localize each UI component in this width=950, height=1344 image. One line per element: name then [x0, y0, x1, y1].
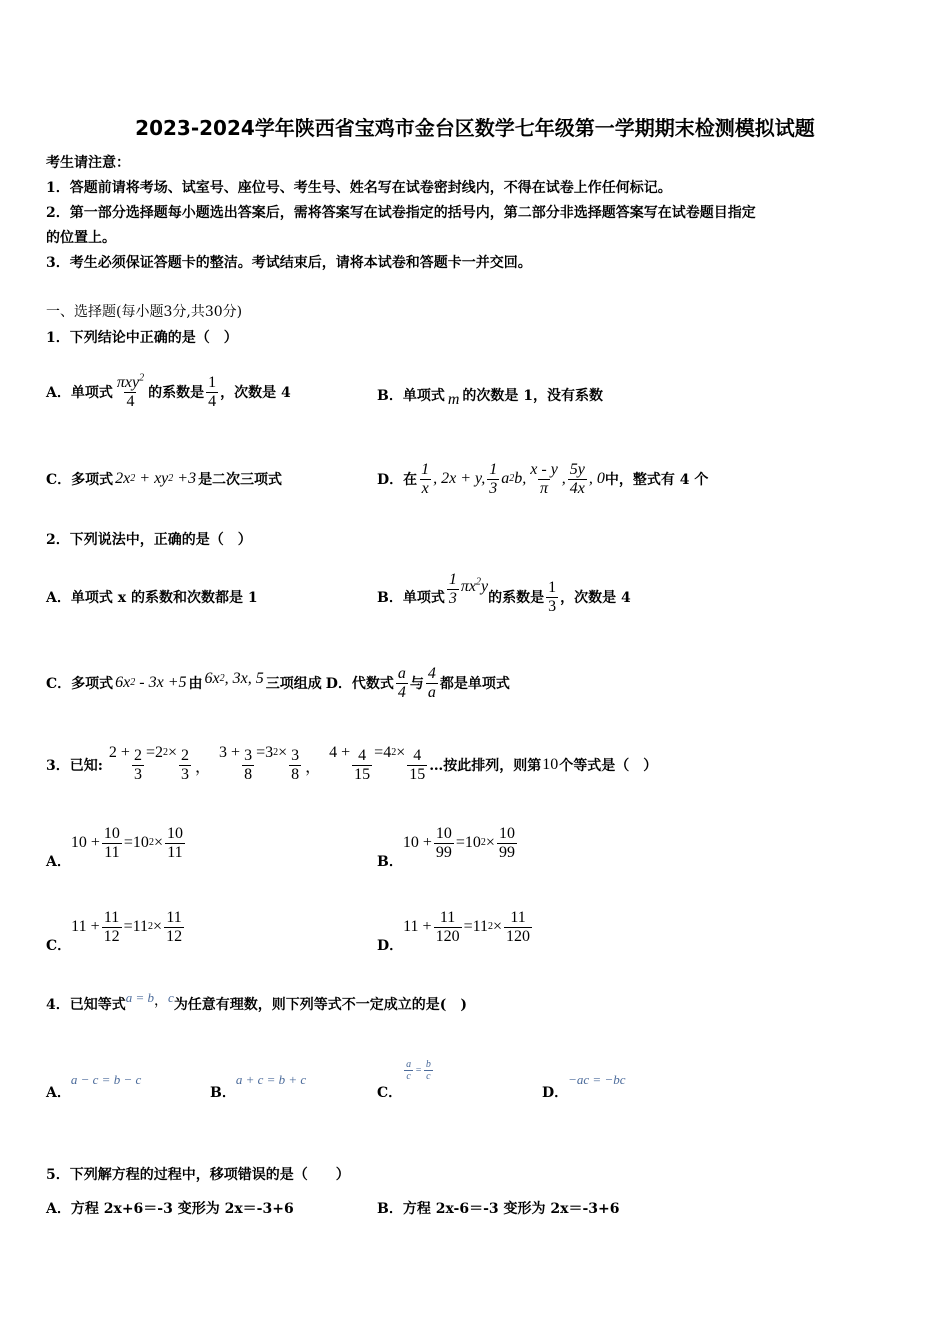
- q4-post: 为任意有理数，则下列等式不一定成立的是( ): [173, 997, 468, 1013]
- q1-d-m5: , 0: [588, 470, 605, 487]
- q4-d-label: D．: [542, 1085, 569, 1101]
- notice-line-2: 2．第一部分选择题每小题选出答案后，需将答案写在试卷指定的括号内，第二部分非选择题答案写在试卷题目指定: [46, 205, 756, 221]
- q2-d-post: 都是单项式: [439, 676, 510, 692]
- q3-post1: …按此排列，则第: [429, 758, 542, 774]
- q3-a-n2: 10: [166, 824, 183, 842]
- q1-a-exp: 2: [139, 372, 145, 384]
- notice-line-1: 1．答题前请将考场、试室号、座位号、考生号、姓名写在试卷密封线内，不得在试卷上作任何标记。: [46, 180, 672, 196]
- q4-option-c: [377, 1050, 435, 1102]
- q2-d-mid: 与: [409, 676, 424, 692]
- question-4-stem: [46, 990, 467, 1018]
- q1-d-f2d: 3: [489, 479, 498, 497]
- q3-d-n2: 11: [510, 908, 526, 926]
- q1-c-m1: 2x: [115, 470, 131, 487]
- q1-d-f3d: π: [540, 479, 549, 497]
- q1-d-m4: ,: [561, 470, 566, 487]
- q3-b-n: 10: [435, 824, 452, 842]
- q3-b-d2: 99: [498, 843, 515, 861]
- q3-e1c: ×: [167, 744, 178, 761]
- page-title: 2023-2024学年陕西省宝鸡市金台区数学七年级第一学期期末检测模拟试题: [135, 116, 815, 140]
- q3-num: 10: [542, 756, 559, 773]
- q3-d-d2: 120: [506, 927, 531, 945]
- question-3-stem: 3．已知: 2 + $\frac{2}{3}$ =2 2 × $\frac{2}{3}$ ， 3 + $\frac{3}{8}$ =3 2 × $\frac{3}{8}$ ， 4 + $\frac{4}{15}$ =4 2 × $\frac{4}{15}$ …按此排列，则第 10 个等式是（ ）: [46, 744, 658, 783]
- q3-e2n: 3: [244, 746, 253, 764]
- q4-c-eq: =: [415, 1064, 422, 1076]
- q4-eq: a = b: [125, 990, 155, 1005]
- q4-sep: ，: [154, 993, 169, 1009]
- q5-option-b: B．方程 2x-6＝-3 变形为 2x＝-3+6: [377, 1201, 620, 1217]
- q4-option-b: [210, 1066, 306, 1102]
- q3-prefix: 3．已知:: [46, 758, 103, 774]
- q1-option-b: [377, 378, 603, 412]
- q1-c-post: 是二次三项式: [198, 472, 283, 488]
- q2-d-f2d: a: [427, 683, 436, 701]
- q3-a-n: 10: [103, 824, 120, 842]
- notice-heading: 考生请注意：: [46, 155, 130, 171]
- q3-sep2: ，: [305, 758, 322, 776]
- q1-a-prefix: A．单项式: [46, 385, 113, 401]
- q1-a-den: 4: [126, 392, 135, 410]
- q3-a-a: 10 +: [70, 834, 100, 851]
- q1-a-post: ，次数是 4: [220, 385, 291, 401]
- q2-d-f2n: 4: [427, 664, 436, 682]
- q3-e2a: 3 +: [219, 744, 241, 761]
- q1-d-f1d: x: [421, 479, 429, 497]
- q3-b-d: 99: [435, 843, 452, 861]
- q3-sep1: ，: [195, 758, 212, 776]
- q3-b-c: ×: [485, 834, 495, 851]
- q3-e3c: ×: [396, 744, 406, 761]
- q4-a-expr: a − c = b − c: [70, 1072, 142, 1087]
- q3-d-c: ×: [493, 918, 503, 935]
- notice-line-2-cont: 的位置上。: [46, 230, 116, 246]
- q3-e3d: 15: [354, 765, 371, 783]
- q3-e2b: =3: [256, 744, 274, 761]
- q3-b-b: =10: [455, 834, 481, 851]
- q3-e1a: 2 +: [108, 744, 130, 761]
- q3-a-c: ×: [153, 834, 163, 851]
- q4-option-a: [46, 1066, 141, 1102]
- q2-c-m4: , 3x, 5: [224, 670, 264, 687]
- q1-a-coef-den: 4: [208, 392, 217, 410]
- q3-a-d2: 11: [167, 843, 183, 861]
- q3-c-d2: 12: [166, 927, 183, 945]
- q2-option-a: [46, 580, 258, 614]
- notice-line-3: 3．考生必须保证答题卡的整洁。考试结束后，请将本试卷和答题卡一并交回。: [46, 255, 532, 271]
- q1-d-f4d: 4x: [569, 479, 585, 497]
- q3-d-label: D．: [377, 938, 404, 954]
- q1-d-m3: b,: [514, 470, 527, 487]
- q1-d-m2: a: [501, 470, 510, 487]
- section-heading: 一、选择题(每小题3分,共30分): [46, 304, 243, 320]
- q3-post2: 个等式是（ ）: [559, 758, 658, 774]
- q3-e2d: 8: [244, 765, 253, 783]
- q3-b-n2: 10: [498, 824, 515, 842]
- q1-option-c: C．多项式 2x 2 + xy 2 +3 是二次三项式: [46, 470, 283, 488]
- q4-b-label: B．: [210, 1085, 236, 1101]
- q2-b-post: ，次数是 4: [560, 590, 631, 606]
- question-5-stem: 5．下列解方程的过程中，移项错误的是（ ）: [46, 1167, 350, 1183]
- q1-b-var: m: [447, 391, 460, 408]
- q1-a-num: πxy: [116, 373, 140, 391]
- q1-a-coef-num: 1: [208, 373, 217, 391]
- q3-e2d2: 8: [291, 765, 300, 783]
- q2-d-f1n: a: [397, 664, 406, 682]
- q3-c-b: =11: [123, 918, 149, 935]
- q3-e1n: 2: [133, 746, 142, 764]
- q2-c-m2: - 3x +5: [139, 674, 187, 691]
- q3-e3b: =4: [374, 744, 392, 761]
- q1-option-a: [46, 362, 291, 422]
- q3-e3n2: 4: [413, 746, 422, 764]
- q1-a-mid: 的系数是: [148, 385, 205, 401]
- q2-c-m3: 6x: [204, 670, 220, 687]
- q2-c-post: 三项组成: [265, 676, 322, 692]
- q2-b-cd: 3: [548, 597, 557, 615]
- q4-c: c: [168, 990, 174, 1005]
- q3-e2n2: 3: [291, 746, 300, 764]
- q4-c-n2: b: [425, 1058, 431, 1070]
- q3-d-d: 120: [435, 927, 460, 945]
- q2-c-m1: 6x: [115, 674, 131, 691]
- q4-d-expr: −ac = −bc: [568, 1072, 626, 1087]
- q4-option-d: [542, 1066, 626, 1102]
- q3-c-label: C．: [46, 938, 72, 954]
- q1-d-post: 中，整式有 4 个: [604, 472, 709, 488]
- q4-c-d1: c: [406, 1070, 411, 1082]
- q3-c-a: 11 +: [71, 918, 100, 935]
- q3-e3d2: 15: [409, 765, 426, 783]
- q4-c-n1: a: [406, 1058, 412, 1070]
- q2-c-mid: 由: [188, 676, 203, 692]
- q4-prefix: 4．已知等式: [46, 997, 126, 1013]
- q2-b-prefix: B．单项式: [377, 590, 445, 606]
- q2-option-c: C．多项式 6x 2 - 3x +5 由 6x 2 , 3x, 5 三项组成 D．代数式 $\frac{a}{4}$ 与 $\frac{4}{a}$ 都是单项式: [46, 664, 510, 701]
- q3-e1b: =2: [145, 744, 163, 761]
- q3-a-label: A．: [46, 854, 71, 870]
- q2-d-f1d: 4: [397, 683, 406, 701]
- q3-c-n: 11: [103, 908, 120, 926]
- q2-b-mid: 的系数是: [488, 590, 545, 606]
- q2-b-e: 2: [475, 576, 481, 588]
- q3-c-n2: 11: [166, 908, 182, 926]
- q1-c-m2: + xy: [139, 470, 169, 487]
- question-1-stem: 1．下列结论中正确的是（ ）: [46, 330, 238, 346]
- q3-a-d: 11: [104, 843, 120, 861]
- q3-d-a: 11 +: [403, 918, 432, 935]
- q3-e1n2: 2: [181, 746, 190, 764]
- q3-a-b: =10: [123, 834, 149, 851]
- q2-option-b: [377, 564, 631, 630]
- q3-e1d2: 3: [181, 765, 190, 783]
- q3-b-a: 10 +: [402, 834, 432, 851]
- q2-b-cn: 1: [548, 578, 557, 596]
- q1-d-f1n: 1: [421, 460, 430, 478]
- q3-e2c: ×: [278, 744, 288, 761]
- q3-d-n: 11: [439, 908, 456, 926]
- q2-b-m2: y: [480, 578, 489, 595]
- q1-b-prefix: B．单项式: [377, 388, 445, 404]
- q2-a-text: A．单项式 x 的系数和次数都是 1: [46, 590, 258, 606]
- q1-d-f4n: 5y: [569, 460, 585, 478]
- q1-d-m1: , 2x + y,: [433, 470, 486, 487]
- q2-d-prefix: D．代数式: [325, 676, 394, 692]
- q1-option-d: D．在 $\frac{1}{x}$ , 2x + y, $\frac{1}{3}$ a 2 b, $\frac{x - y}{\pi}$ , $\frac{5y}{4x}$ , 0 中，整式有 4 个: [377, 460, 709, 497]
- q3-e3n: 4: [358, 746, 367, 764]
- question-2-stem: 2．下列说法中，正确的是（ ）: [46, 532, 252, 548]
- q1-c-m3: +3: [177, 470, 197, 487]
- q3-option-d: D． 11 + $\frac{11}{120}$ =11 2 × $\frac{11}{120}$: [377, 908, 531, 954]
- q4-b-expr: a + c = b + c: [235, 1072, 307, 1087]
- q4-c-d2: c: [426, 1070, 431, 1082]
- q1-d-prefix: D．在: [377, 472, 418, 488]
- q2-c-prefix: C．多项式: [46, 676, 114, 692]
- q1-c-prefix: C．多项式: [46, 472, 114, 488]
- q3-d-b: =11: [463, 918, 489, 935]
- q1-d-f2n: 1: [489, 460, 498, 478]
- q3-c-c: ×: [153, 918, 163, 935]
- q3-c-d: 12: [103, 927, 120, 945]
- q4-c-label: C．: [377, 1085, 403, 1101]
- q3-e3a: 4 +: [329, 744, 351, 761]
- q3-option-c: C． 11 + $\frac{11}{12}$ =11 2 × $\frac{11}{12}$: [46, 908, 183, 954]
- q1-b-post: 的次数是 1，没有系数: [462, 388, 604, 404]
- q2-b-fn: 1: [448, 570, 457, 588]
- q3-b-label: B．: [377, 854, 403, 870]
- q3-e1d: 3: [133, 765, 142, 783]
- q3-option-b: B． 10 + $\frac{10}{99}$ =10 2 × $\frac{10}{99}$: [377, 824, 515, 870]
- q2-b-m: πx: [460, 578, 476, 595]
- q2-b-fd: 3: [448, 589, 457, 607]
- q1-d-f3n: x - y: [530, 460, 558, 478]
- q4-a-label: A．: [46, 1085, 71, 1101]
- q5-option-a: A．方程 2x+6＝-3 变形为 2x＝-3+6: [46, 1201, 294, 1217]
- q3-option-a: A． 10 + $\frac{10}{11}$ =10 2 × $\frac{10}{11}$: [46, 824, 183, 870]
